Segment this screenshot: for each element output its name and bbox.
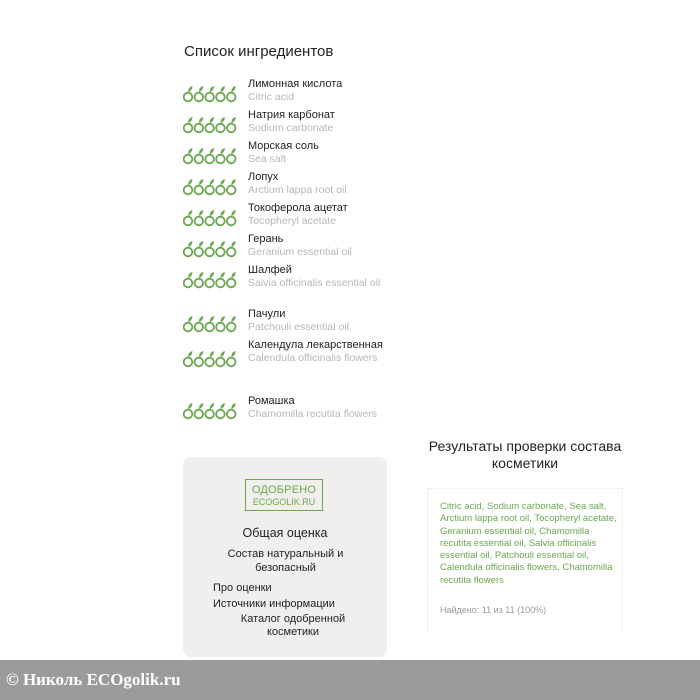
ingredient-name-ru: Лопух (248, 171, 279, 183)
leaf-icon (216, 117, 225, 132)
ingredient-name-en: Arctium lappa root oil (248, 184, 347, 196)
leaf-icon (195, 241, 204, 256)
leaf-icon (195, 272, 204, 287)
leaf-icon (216, 351, 225, 366)
ingredient-list (183, 78, 393, 435)
ingredient-name-en: Sodium carbonate (248, 122, 334, 134)
leaf-rating-icon (183, 208, 237, 228)
leaf-rating-icon (183, 270, 237, 290)
ingredient-item (183, 109, 393, 140)
leaf-rating-icon (183, 146, 237, 166)
leaf-icon (195, 316, 204, 331)
ingredient-item (183, 140, 393, 171)
ingredient-name-ru: Натрия карбонат (248, 109, 335, 121)
leaf-icon (184, 351, 193, 366)
leaf-icon (195, 86, 204, 101)
approved-badge (245, 479, 323, 511)
leaf-icon (184, 316, 193, 331)
ingredient-name-ru: Шалфей (248, 264, 292, 276)
leaf-icon (227, 316, 236, 331)
ingredient-item (183, 233, 393, 264)
leaf-icon (184, 241, 193, 256)
leaf-icon (205, 241, 214, 256)
leaf-rating-icon (183, 177, 237, 197)
leaf-icon (216, 403, 225, 418)
leaf-icon (195, 148, 204, 163)
leaf-icon (216, 316, 225, 331)
leaf-icon (184, 117, 193, 132)
badge-approved-label: ОДОБРЕНО (251, 484, 317, 496)
leaf-rating-icon (183, 314, 237, 334)
results-box (427, 488, 623, 632)
leaf-icon (216, 272, 225, 287)
copyright-icon: © (6, 670, 19, 689)
overall-rating-description: Состав натуральный и безопасный (227, 548, 344, 574)
ingredient-item (183, 78, 393, 109)
leaf-icon (227, 241, 236, 256)
leaf-icon (195, 117, 204, 132)
leaf-icon (227, 148, 236, 163)
link-approved-catalog[interactable]: Каталог одобренной косметики (240, 613, 346, 638)
leaf-icon (205, 179, 214, 194)
leaf-icon (227, 86, 236, 101)
leaf-rating-icon (183, 239, 237, 259)
ingredient-name-en: Calendula officinalis flowers (248, 352, 378, 364)
ingredient-name-en: Geranium essential oil (248, 246, 352, 258)
leaf-icon (195, 403, 204, 418)
leaf-icon (227, 403, 236, 418)
ingredient-item (183, 264, 393, 308)
leaf-icon (227, 117, 236, 132)
leaf-icon (205, 316, 214, 331)
ingredient-item (183, 339, 393, 395)
leaf-icon (195, 210, 204, 225)
leaf-icon (227, 210, 236, 225)
leaf-icon (216, 179, 225, 194)
leaf-icon (205, 148, 214, 163)
leaf-icon (184, 272, 193, 287)
leaf-icon (227, 351, 236, 366)
leaf-icon (184, 148, 193, 163)
leaf-rating-icon (183, 84, 237, 104)
ingredient-name-en: Citric acid (248, 91, 295, 103)
badge-site-label: ECOGOLIK.RU (252, 497, 316, 507)
leaf-icon (205, 86, 214, 101)
ingredient-item (183, 171, 393, 202)
ingredient-name-en: Tocopheryl acetate (248, 215, 337, 227)
leaf-icon (227, 179, 236, 194)
leaf-icon (227, 272, 236, 287)
leaf-icon (205, 210, 214, 225)
leaf-rating-icon (183, 349, 237, 369)
leaf-icon (205, 403, 214, 418)
ingredient-name-ru: Пачули (248, 308, 286, 320)
overall-rating-heading: Общая оценка (242, 526, 328, 540)
leaf-icon (216, 210, 225, 225)
leaf-icon (195, 179, 204, 194)
leaf-icon (205, 351, 214, 366)
leaf-icon (195, 351, 204, 366)
leaf-icon (184, 179, 193, 194)
ingredient-item (183, 395, 393, 435)
ingredient-name-ru: Календула лекарственная (248, 339, 383, 351)
ingredient-name-ru: Токоферола ацетат (248, 202, 348, 214)
link-info-sources[interactable]: Источники информации (213, 598, 335, 610)
leaf-icon (216, 86, 225, 101)
results-title: Результаты проверки состава косметики (428, 438, 622, 471)
leaf-icon (184, 403, 193, 418)
footer-credit-text: Николь ECOgolik.ru (22, 670, 181, 689)
leaf-icon (184, 210, 193, 225)
results-found-count: Найдено: 11 из 11 (100%) (440, 605, 547, 615)
ingredient-name-ru: Герань (248, 233, 284, 245)
footer-credit (6, 670, 181, 690)
leaf-rating-icon (183, 115, 237, 135)
leaf-icon (216, 241, 225, 256)
ingredient-name-en: Salvia officinalis essential oil (248, 277, 381, 289)
leaf-icon (216, 148, 225, 163)
section-title: Список ингредиентов (184, 43, 334, 60)
watermark-footer (0, 660, 700, 700)
overall-rating-card (183, 457, 387, 657)
leaf-rating-icon (183, 401, 237, 421)
leaf-icon (184, 86, 193, 101)
results-ingredients-text: Citric acid, Sodium carbonate, Sea salt, Arctium lappa root oil, Tocopheryl acetate, Geranium essential oil, Chamomilla recutita essential oil, Salvia officinalis essential oil, Patchouli essential oil, Calendula officinalis flowers, Chamomilla recutita flowers (440, 501, 617, 586)
ingredient-name-en: Sea salt (248, 153, 286, 165)
ingredient-name-ru: Лимонная кислота (248, 78, 343, 90)
ingredient-name-en: Patchouli essential oil (248, 321, 349, 333)
leaf-icon (205, 117, 214, 132)
ingredient-name-ru: Морская соль (248, 140, 319, 152)
link-about-ratings[interactable]: Про оценки (213, 582, 272, 594)
leaf-icon (205, 272, 214, 287)
ingredient-item (183, 308, 393, 339)
ingredient-name-ru: Ромашка (248, 395, 295, 407)
ingredient-item (183, 202, 393, 233)
ingredient-name-en: Chamomilla recutita flowers (248, 408, 377, 420)
